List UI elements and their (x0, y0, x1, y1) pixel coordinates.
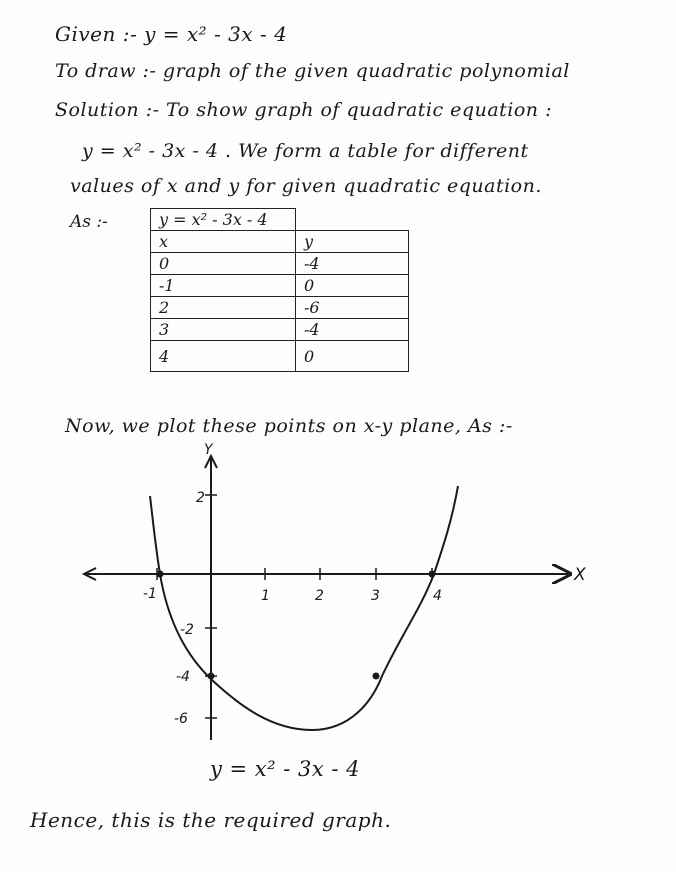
y-tick-2: 2 (196, 490, 205, 506)
solution-line-1: Solution :- To show graph of quadratic equation : (55, 99, 552, 121)
x-axis-label: X (574, 565, 586, 585)
y-tick-neg4: -4 (176, 669, 190, 685)
table-row: 3 -4 (151, 319, 409, 341)
table-header-x: x (151, 231, 296, 253)
parabola-curve (150, 486, 458, 730)
solution-line-3: values of x and y for given quadratic equation. (70, 175, 542, 197)
x-tick-2: 2 (315, 588, 324, 604)
y-tick-neg6: -6 (174, 711, 188, 727)
given-line: Given :- y = x² - 3x - 4 (55, 22, 288, 46)
curve-points (157, 571, 436, 680)
solution-line-2: y = x² - 3x - 4 . We form a table for different (82, 140, 529, 162)
values-table (150, 208, 409, 372)
conclusion-line: Hence, this is the required graph. (30, 808, 392, 832)
x-tick-3: 3 (371, 588, 380, 604)
as-label: As :- (70, 212, 108, 232)
equation-label: y = x² - 3x - 4 (210, 757, 361, 781)
x-tick-1: 1 (261, 588, 270, 604)
plot-instruction: Now, we plot these points on x-y plane, As :- (65, 415, 513, 437)
x-tick-4: 4 (433, 588, 442, 604)
table-title: y = x² - 3x - 4 (151, 209, 296, 231)
table-header-y: y (296, 231, 409, 253)
table-row: 4 0 (151, 341, 409, 372)
table-row: 2 -6 (151, 297, 409, 319)
y-tick-neg2: -2 (180, 622, 194, 638)
parabola-graph (0, 440, 676, 760)
table-row: 0 -4 (151, 253, 409, 275)
table-row: -1 0 (151, 275, 409, 297)
to-draw-line: To draw :- graph of the given quadratic polynomial (55, 60, 570, 82)
y-axis-label: Y (204, 442, 213, 458)
x-tick-neg1: -1 (143, 586, 157, 602)
